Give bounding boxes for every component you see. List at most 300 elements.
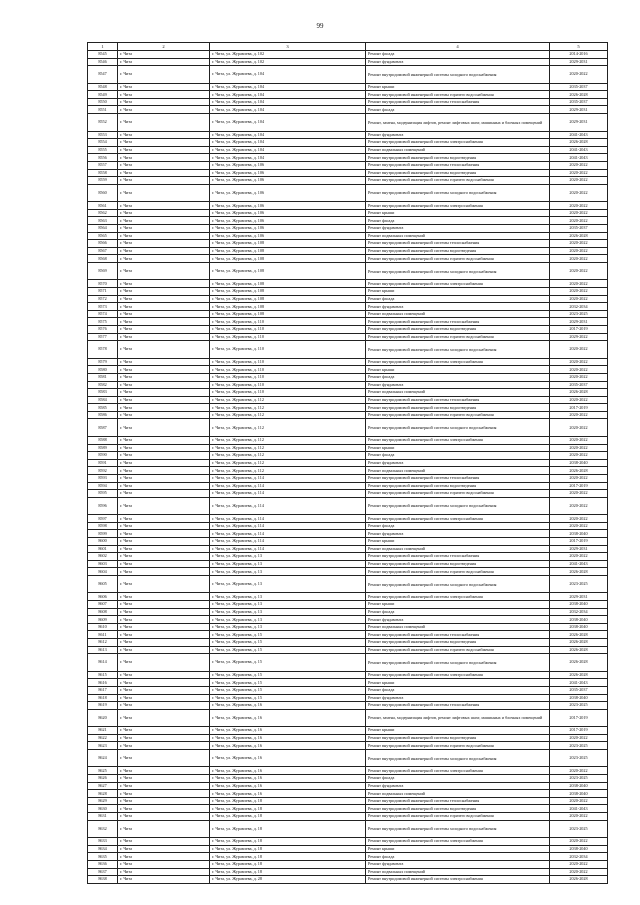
row-number: 8622 bbox=[88, 734, 118, 742]
table-row bbox=[88, 58, 608, 66]
table-row bbox=[88, 868, 608, 876]
row-address: г. Чита, ул. Журавлева, д. 104 bbox=[210, 114, 366, 132]
row-work-type: Ремонт фундамента bbox=[366, 303, 550, 311]
table-row bbox=[88, 575, 608, 593]
row-address: г. Чита, ул. Журавлева, д. 114 bbox=[210, 522, 366, 530]
row-work-type: Ремонт внутридомовой инженерной системы холодного водоснабжения bbox=[366, 184, 550, 202]
row-address: г. Чита, ул. Журавлева, д. 15 bbox=[210, 631, 366, 639]
row-address: г. Чита, ул. Журавлева, д. 16 bbox=[210, 727, 366, 735]
row-work-type: Ремонт внутридомовой инженерной системы водоотведения bbox=[366, 560, 550, 568]
row-address: г. Чита, ул. Журавлева, д. 106 bbox=[210, 169, 366, 177]
table-row bbox=[88, 646, 608, 654]
row-number: 8637 bbox=[88, 868, 118, 876]
row-address: г. Чита, ул. Журавлева, д. 15 bbox=[210, 671, 366, 679]
row-address: г. Чита, ул. Журавлева, д. 13 bbox=[210, 623, 366, 631]
row-locality: г. Чита bbox=[118, 240, 210, 248]
header-cell-5: 5 bbox=[550, 43, 608, 51]
row-work-type: Ремонт фасада bbox=[366, 853, 550, 861]
table-row bbox=[88, 608, 608, 616]
row-years: 2020-2022 bbox=[550, 373, 608, 381]
row-years: 2029-2022 bbox=[550, 333, 608, 341]
row-work-type: Ремонт внутридомовой инженерной системы электроснабжения bbox=[366, 767, 550, 775]
row-locality: г. Чита bbox=[118, 593, 210, 601]
row-locality: г. Чита bbox=[118, 139, 210, 147]
row-work-type: Ремонт внутридомовой инженерной системы электроснабжения bbox=[366, 671, 550, 679]
row-years: 2026-2028 bbox=[550, 139, 608, 147]
row-number: 8634 bbox=[88, 845, 118, 853]
row-number: 8631 bbox=[88, 813, 118, 821]
row-address: г. Чита, ул. Журавлева, д. 114 bbox=[210, 538, 366, 546]
row-number: 8636 bbox=[88, 860, 118, 868]
row-work-type: Ремонт фасада bbox=[366, 452, 550, 460]
row-years: 2020-2022 bbox=[550, 280, 608, 288]
row-locality: г. Чита bbox=[118, 184, 210, 202]
row-work-type: Ремонт фундамента bbox=[366, 459, 550, 467]
row-number: 8593 bbox=[88, 474, 118, 482]
row-locality: г. Чита bbox=[118, 646, 210, 654]
row-locality: г. Чита bbox=[118, 247, 210, 255]
row-locality: г. Чита bbox=[118, 820, 210, 838]
row-number: 8576 bbox=[88, 326, 118, 334]
row-number: 8565 bbox=[88, 232, 118, 240]
row-work-type: Ремонт внутридомовой инженерной системы горячего водоснабжения bbox=[366, 742, 550, 750]
row-locality: г. Чита bbox=[118, 396, 210, 404]
row-locality: г. Чита bbox=[118, 775, 210, 783]
table-row bbox=[88, 797, 608, 805]
row-number: 8575 bbox=[88, 318, 118, 326]
row-number: 8587 bbox=[88, 419, 118, 437]
row-address: г. Чита, ул. Журавлева, д. 114 bbox=[210, 482, 366, 490]
row-number: 8559 bbox=[88, 177, 118, 185]
row-number: 8561 bbox=[88, 202, 118, 210]
row-work-type: Ремонт крыши bbox=[366, 727, 550, 735]
row-work-type: Ремонт внутридомовой инженерной системы теплоснабжения bbox=[366, 702, 550, 710]
row-work-type: Ремонт подвальных помещений bbox=[366, 467, 550, 475]
row-address: г. Чита, ул. Журавлева, д. 108 bbox=[210, 310, 366, 318]
row-number: 8586 bbox=[88, 411, 118, 419]
table-row bbox=[88, 310, 608, 318]
table-row bbox=[88, 593, 608, 601]
row-locality: г. Чита bbox=[118, 58, 210, 66]
row-address: г. Чита, ул. Журавлева, д. 106 bbox=[210, 177, 366, 185]
row-number: 8616 bbox=[88, 679, 118, 687]
row-work-type: Ремонт внутридомовой инженерной системы холодного водоснабжения bbox=[366, 575, 550, 593]
row-work-type: Ремонт фасада bbox=[366, 295, 550, 303]
row-years: 2020-2022 bbox=[550, 169, 608, 177]
row-work-type: Ремонт внутридомовой инженерной системы электроснабжения bbox=[366, 876, 550, 884]
table-row bbox=[88, 169, 608, 177]
row-locality: г. Чита bbox=[118, 358, 210, 366]
row-work-type: Ремонт подвальных помещений bbox=[366, 790, 550, 798]
row-years: 2020-2022 bbox=[550, 734, 608, 742]
row-number: 8619 bbox=[88, 702, 118, 710]
row-work-type: Ремонт внутридомовой инженерной системы теплоснабжения bbox=[366, 396, 550, 404]
row-number: 8556 bbox=[88, 154, 118, 162]
row-number: 8555 bbox=[88, 146, 118, 154]
row-number: 8580 bbox=[88, 366, 118, 374]
row-address: г. Чита, ул. Журавлева, д. 102 bbox=[210, 58, 366, 66]
row-locality: г. Чита bbox=[118, 467, 210, 475]
row-number: 8599 bbox=[88, 530, 118, 538]
row-years: 2023-2025 bbox=[550, 742, 608, 750]
table-row bbox=[88, 232, 608, 240]
row-address: г. Чита, ул. Журавлева, д. 108 bbox=[210, 240, 366, 248]
row-number: 8609 bbox=[88, 616, 118, 624]
row-years: 2020-2022 bbox=[550, 436, 608, 444]
row-locality: г. Чита bbox=[118, 232, 210, 240]
row-years: 2017-2019 bbox=[550, 326, 608, 334]
page-number: 99 bbox=[316, 22, 324, 30]
row-address: г. Чита, ул. Журавлева, д. 110 bbox=[210, 318, 366, 326]
row-number: 8584 bbox=[88, 396, 118, 404]
row-years: 2029-2031 bbox=[550, 58, 608, 66]
table-row bbox=[88, 497, 608, 515]
row-years: 2026-2028 bbox=[550, 631, 608, 639]
row-number: 8568 bbox=[88, 255, 118, 263]
row-address: г. Чита, ул. Журавлева, д. 18 bbox=[210, 838, 366, 846]
header-cell-4: 4 bbox=[366, 43, 550, 51]
row-locality: г. Чита bbox=[118, 262, 210, 280]
row-work-type: Ремонт внутридомовой инженерной системы электроснабжения bbox=[366, 838, 550, 846]
row-work-type: Ремонт внутридомовой инженерной системы электроснабжения bbox=[366, 436, 550, 444]
row-number: 8566 bbox=[88, 240, 118, 248]
row-number: 8597 bbox=[88, 515, 118, 523]
row-work-type: Ремонт внутридомовой инженерной системы горячего водоснабжения bbox=[366, 490, 550, 498]
row-address: г. Чита, ул. Журавлева, д. 112 bbox=[210, 396, 366, 404]
table-row bbox=[88, 262, 608, 280]
row-number: 8549 bbox=[88, 91, 118, 99]
table-row bbox=[88, 686, 608, 694]
row-locality: г. Чита bbox=[118, 474, 210, 482]
table-row bbox=[88, 694, 608, 702]
row-work-type: Ремонт, замена, модернизация лифтов, ремонт лифтовых шахт, машинных и блочных помещений bbox=[366, 709, 550, 727]
row-address: г. Чита, ул. Журавлева, д. 110 bbox=[210, 358, 366, 366]
row-number: 8573 bbox=[88, 303, 118, 311]
row-work-type: Ремонт внутридомовой инженерной системы водоотведения bbox=[366, 247, 550, 255]
row-work-type: Ремонт внутридомовой инженерной системы водоотведения bbox=[366, 404, 550, 412]
row-work-type: Ремонт фундамента bbox=[366, 860, 550, 868]
row-number: 8546 bbox=[88, 58, 118, 66]
row-work-type: Ремонт внутридомовой инженерной системы горячего водоснабжения bbox=[366, 568, 550, 576]
row-years: 2038-2040 bbox=[550, 601, 608, 609]
row-number: 8598 bbox=[88, 522, 118, 530]
row-address: г. Чита, ул. Журавлева, д. 110 bbox=[210, 333, 366, 341]
row-address: г. Чита, ул. Журавлева, д. 18 bbox=[210, 820, 366, 838]
row-number: 8620 bbox=[88, 709, 118, 727]
row-locality: г. Чита bbox=[118, 381, 210, 389]
row-locality: г. Чита bbox=[118, 671, 210, 679]
row-years: 2017-2019 bbox=[550, 482, 608, 490]
row-work-type: Ремонт внутридомовой инженерной системы холодного водоснабжения bbox=[366, 419, 550, 437]
row-years: 2020-2022 bbox=[550, 444, 608, 452]
row-locality: г. Чита bbox=[118, 797, 210, 805]
row-address: г. Чита, ул. Журавлева, д. 18 bbox=[210, 813, 366, 821]
row-years: 2020-2022 bbox=[550, 396, 608, 404]
row-address: г. Чита, ул. Журавлева, д. 104 bbox=[210, 83, 366, 91]
row-address: г. Чита, ул. Журавлева, д. 16 bbox=[210, 767, 366, 775]
row-years: 2041-2043 bbox=[550, 560, 608, 568]
row-work-type: Ремонт крыши bbox=[366, 209, 550, 217]
table-row bbox=[88, 482, 608, 490]
row-work-type: Ремонт фундамента bbox=[366, 782, 550, 790]
row-work-type: Ремонт подвальных помещений bbox=[366, 232, 550, 240]
row-number: 8615 bbox=[88, 671, 118, 679]
row-address: г. Чита, ул. Журавлева, д. 13 bbox=[210, 560, 366, 568]
table-row bbox=[88, 177, 608, 185]
row-locality: г. Чита bbox=[118, 727, 210, 735]
table-row bbox=[88, 767, 608, 775]
row-work-type: Ремонт фасада bbox=[366, 522, 550, 530]
row-address: г. Чита, ул. Журавлева, д. 106 bbox=[210, 184, 366, 202]
row-locality: г. Чита bbox=[118, 568, 210, 576]
row-address: г. Чита, ул. Журавлева, д. 16 bbox=[210, 775, 366, 783]
row-number: 8550 bbox=[88, 98, 118, 106]
row-years: 2020-2022 bbox=[550, 295, 608, 303]
row-number: 8623 bbox=[88, 742, 118, 750]
table-row bbox=[88, 51, 608, 59]
row-years: 2035-2037 bbox=[550, 381, 608, 389]
row-years: 2020-2022 bbox=[550, 341, 608, 359]
row-years: 2020-2022 bbox=[550, 288, 608, 296]
row-locality: г. Чита bbox=[118, 838, 210, 846]
row-years: 2026-2028 bbox=[550, 568, 608, 576]
row-work-type: Ремонт фундамента bbox=[366, 616, 550, 624]
row-address: г. Чита, ул. Журавлева, д. 108 bbox=[210, 247, 366, 255]
row-work-type: Ремонт внутридомовой инженерной системы электроснабжения bbox=[366, 515, 550, 523]
row-address: г. Чита, ул. Журавлева, д. 18 bbox=[210, 797, 366, 805]
row-address: г. Чита, ул. Журавлева, д. 104 bbox=[210, 106, 366, 114]
row-years: 2026-2028 bbox=[550, 91, 608, 99]
row-years: 2020-2022 bbox=[550, 66, 608, 84]
row-years: 2017-2019 bbox=[550, 404, 608, 412]
row-years: 2026-2028 bbox=[550, 389, 608, 397]
row-work-type: Ремонт внутридомовой инженерной системы холодного водоснабжения bbox=[366, 66, 550, 84]
row-locality: г. Чита bbox=[118, 860, 210, 868]
row-number: 8591 bbox=[88, 459, 118, 467]
row-locality: г. Чита bbox=[118, 255, 210, 263]
row-number: 8548 bbox=[88, 83, 118, 91]
row-years: 2020-2022 bbox=[550, 813, 608, 821]
table-row bbox=[88, 91, 608, 99]
row-number: 8618 bbox=[88, 694, 118, 702]
row-locality: г. Чита bbox=[118, 538, 210, 546]
row-locality: г. Чита bbox=[118, 686, 210, 694]
table-row bbox=[88, 184, 608, 202]
table-row bbox=[88, 161, 608, 169]
table-row bbox=[88, 838, 608, 846]
row-work-type: Ремонт внутридомовой инженерной системы водоотведения bbox=[366, 326, 550, 334]
row-years: 2023-2025 bbox=[550, 775, 608, 783]
row-locality: г. Чита bbox=[118, 790, 210, 798]
row-number: 8567 bbox=[88, 247, 118, 255]
row-years: 2020-2022 bbox=[550, 452, 608, 460]
row-address: г. Чита, ул. Журавлева, д. 104 bbox=[210, 98, 366, 106]
row-locality: г. Чита bbox=[118, 217, 210, 225]
row-work-type: Ремонт внутридомовой инженерной системы электроснабжения bbox=[366, 593, 550, 601]
row-number: 8594 bbox=[88, 482, 118, 490]
row-work-type: Ремонт внутридомовой инженерной системы холодного водоснабжения bbox=[366, 262, 550, 280]
row-locality: г. Чита bbox=[118, 631, 210, 639]
table-row bbox=[88, 106, 608, 114]
row-address: г. Чита, ул. Журавлева, д. 108 bbox=[210, 288, 366, 296]
table-row bbox=[88, 860, 608, 868]
row-number: 8624 bbox=[88, 749, 118, 767]
row-address: г. Чита, ул. Журавлева, д. 13 bbox=[210, 616, 366, 624]
row-years: 2038-2040 bbox=[550, 782, 608, 790]
row-number: 8614 bbox=[88, 654, 118, 672]
row-locality: г. Чита bbox=[118, 436, 210, 444]
table-row bbox=[88, 240, 608, 248]
row-address: г. Чита, ул. Журавлева, д. 102 bbox=[210, 51, 366, 59]
row-address: г. Чита, ул. Журавлева, д. 13 bbox=[210, 575, 366, 593]
row-work-type: Ремонт крыши bbox=[366, 679, 550, 687]
table-row bbox=[88, 247, 608, 255]
row-locality: г. Чита bbox=[118, 515, 210, 523]
row-work-type: Ремонт фасада bbox=[366, 51, 550, 59]
row-years: 2035-2037 bbox=[550, 686, 608, 694]
row-address: г. Чита, ул. Журавлева, д. 16 bbox=[210, 782, 366, 790]
row-number: 8596 bbox=[88, 497, 118, 515]
row-address: г. Чита, ул. Журавлева, д. 18 bbox=[210, 868, 366, 876]
row-address: г. Чита, ул. Журавлева, д. 106 bbox=[210, 161, 366, 169]
row-address: г. Чита, ул. Журавлева, д. 18 bbox=[210, 805, 366, 813]
row-address: г. Чита, ул. Журавлева, д. 112 bbox=[210, 467, 366, 475]
table-row bbox=[88, 679, 608, 687]
row-address: г. Чита, ул. Журавлева, д. 112 bbox=[210, 459, 366, 467]
row-locality: г. Чита bbox=[118, 404, 210, 412]
table-row bbox=[88, 114, 608, 132]
row-years: 2023-2025 bbox=[550, 310, 608, 318]
row-work-type: Ремонт крыши bbox=[366, 83, 550, 91]
row-years: 2029-2031 bbox=[550, 114, 608, 132]
row-work-type: Ремонт фасада bbox=[366, 106, 550, 114]
row-address: г. Чита, ул. Журавлева, д. 106 bbox=[210, 217, 366, 225]
row-locality: г. Чита bbox=[118, 51, 210, 59]
row-years: 2020-2022 bbox=[550, 247, 608, 255]
table-row bbox=[88, 396, 608, 404]
row-number: 8632 bbox=[88, 820, 118, 838]
row-address: г. Чита, ул. Журавлева, д. 18 bbox=[210, 853, 366, 861]
row-work-type: Ремонт фасада bbox=[366, 373, 550, 381]
row-number: 8570 bbox=[88, 280, 118, 288]
table-body bbox=[88, 43, 608, 884]
row-locality: г. Чита bbox=[118, 146, 210, 154]
row-address: г. Чита, ул. Журавлева, д. 18 bbox=[210, 860, 366, 868]
row-number: 8563 bbox=[88, 217, 118, 225]
row-number: 8625 bbox=[88, 767, 118, 775]
row-locality: г. Чита bbox=[118, 845, 210, 853]
row-number: 8582 bbox=[88, 381, 118, 389]
row-number: 8571 bbox=[88, 288, 118, 296]
row-locality: г. Чита bbox=[118, 497, 210, 515]
table-row bbox=[88, 295, 608, 303]
table-row bbox=[88, 436, 608, 444]
row-number: 8638 bbox=[88, 876, 118, 884]
row-work-type: Ремонт крыши bbox=[366, 288, 550, 296]
row-number: 8602 bbox=[88, 553, 118, 561]
table-row bbox=[88, 490, 608, 498]
header-cell-2: 2 bbox=[118, 43, 210, 51]
table-row bbox=[88, 326, 608, 334]
row-locality: г. Чита bbox=[118, 318, 210, 326]
row-number: 8545 bbox=[88, 51, 118, 59]
table-row bbox=[88, 616, 608, 624]
row-years: 2041-2043 bbox=[550, 679, 608, 687]
row-years: 2026-2028 bbox=[550, 467, 608, 475]
row-number: 8606 bbox=[88, 593, 118, 601]
row-locality: г. Чита bbox=[118, 209, 210, 217]
table-row bbox=[88, 154, 608, 162]
row-years: 2020-2022 bbox=[550, 177, 608, 185]
row-locality: г. Чита bbox=[118, 639, 210, 647]
row-years: 2029-2031 bbox=[550, 545, 608, 553]
row-work-type: Ремонт внутридомовой инженерной системы теплоснабжения bbox=[366, 240, 550, 248]
row-work-type: Ремонт крыши bbox=[366, 538, 550, 546]
row-locality: г. Чита bbox=[118, 452, 210, 460]
row-work-type: Ремонт внутридомовой инженерной системы электроснабжения bbox=[366, 280, 550, 288]
row-number: 8601 bbox=[88, 545, 118, 553]
table-row bbox=[88, 98, 608, 106]
row-work-type: Ремонт внутридомовой инженерной системы горячего водоснабжения bbox=[366, 255, 550, 263]
row-locality: г. Чита bbox=[118, 813, 210, 821]
row-years: 2038-2040 bbox=[550, 623, 608, 631]
row-number: 8553 bbox=[88, 131, 118, 139]
row-address: г. Чита, ул. Журавлева, д. 16 bbox=[210, 734, 366, 742]
row-address: г. Чита, ул. Журавлева, д. 15 bbox=[210, 679, 366, 687]
row-address: г. Чита, ул. Журавлева, д. 106 bbox=[210, 225, 366, 233]
row-locality: г. Чита bbox=[118, 530, 210, 538]
row-locality: г. Чита bbox=[118, 608, 210, 616]
row-number: 8611 bbox=[88, 631, 118, 639]
table-row bbox=[88, 411, 608, 419]
row-address: г. Чита, ул. Журавлева, д. 104 bbox=[210, 91, 366, 99]
row-years: 2026-2028 bbox=[550, 232, 608, 240]
row-number: 8585 bbox=[88, 404, 118, 412]
table-row bbox=[88, 467, 608, 475]
table-row bbox=[88, 727, 608, 735]
row-years: 2017-2019 bbox=[550, 727, 608, 735]
row-work-type: Ремонт фундамента bbox=[366, 694, 550, 702]
row-address: г. Чита, ул. Журавлева, д. 15 bbox=[210, 654, 366, 672]
row-locality: г. Чита bbox=[118, 876, 210, 884]
row-address: г. Чита, ул. Журавлева, д. 110 bbox=[210, 326, 366, 334]
row-work-type: Ремонт внутридомовой инженерной системы холодного водоснабжения bbox=[366, 497, 550, 515]
row-address: г. Чита, ул. Журавлева, д. 104 bbox=[210, 66, 366, 84]
table-row bbox=[88, 146, 608, 154]
row-number: 8588 bbox=[88, 436, 118, 444]
row-work-type: Ремонт внутридомовой инженерной системы холодного водоснабжения bbox=[366, 749, 550, 767]
row-locality: г. Чита bbox=[118, 490, 210, 498]
row-locality: г. Чита bbox=[118, 333, 210, 341]
row-locality: г. Чита bbox=[118, 66, 210, 84]
table-row bbox=[88, 639, 608, 647]
row-number: 8592 bbox=[88, 467, 118, 475]
table-row bbox=[88, 545, 608, 553]
row-locality: г. Чита bbox=[118, 411, 210, 419]
table-row bbox=[88, 452, 608, 460]
row-number: 8560 bbox=[88, 184, 118, 202]
row-work-type: Ремонт подвальных помещений bbox=[366, 545, 550, 553]
row-locality: г. Чита bbox=[118, 154, 210, 162]
row-number: 8628 bbox=[88, 790, 118, 798]
row-work-type: Ремонт фундамента bbox=[366, 530, 550, 538]
row-locality: г. Чита bbox=[118, 341, 210, 359]
row-number: 8627 bbox=[88, 782, 118, 790]
table-row bbox=[88, 671, 608, 679]
table-row bbox=[88, 341, 608, 359]
table-row bbox=[88, 474, 608, 482]
table-row bbox=[88, 83, 608, 91]
